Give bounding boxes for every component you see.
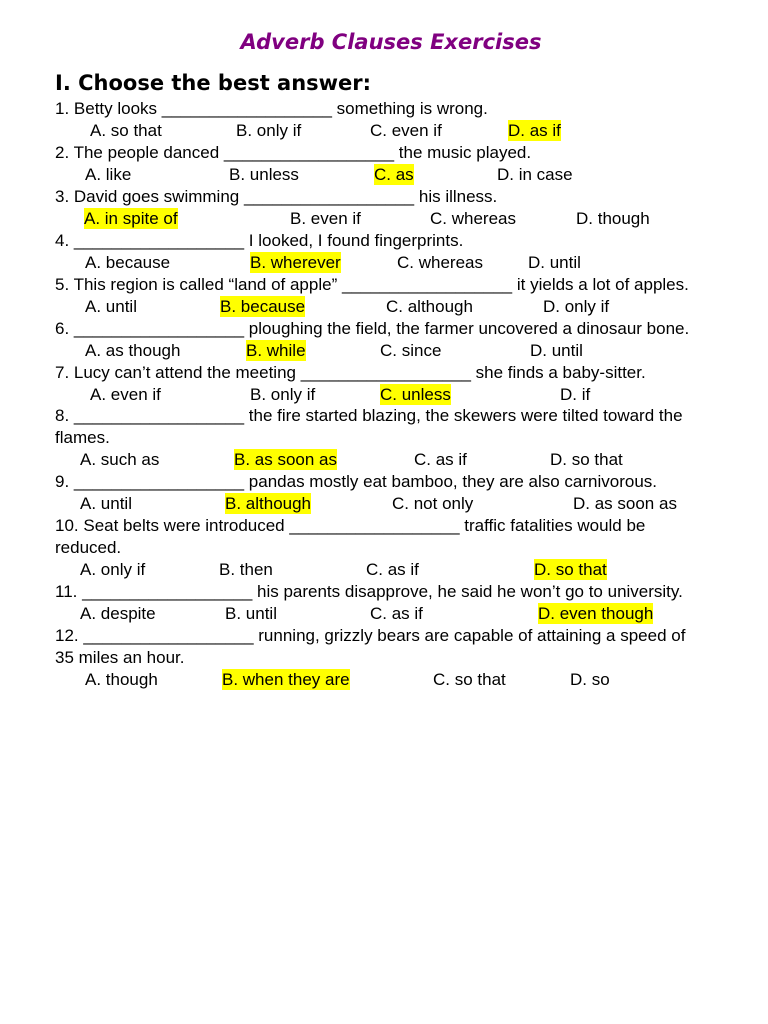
question-12-option-b-answer: B. when they are [222,670,350,689]
question-9-option-a: A. until [80,494,132,513]
question-2-option-b: B. unless [229,165,299,184]
question-6-text: 6. __________________ ploughing the field, the farmer uncovered a dinosaur bone. [55,319,690,338]
question-12-text: 12. __________________ running, grizzly bears are capable of attaining a speed of [55,626,686,645]
question-9-option-c: C. not only [392,494,474,513]
question-10-option-c: C. as if [366,560,419,579]
question-11-option-d-answer: D. even though [538,604,654,623]
question-2-option-c-answer: C. as [374,165,414,184]
section-heading: I. Choose the best answer: [55,71,372,95]
question-4-option-d: D. until [528,253,581,272]
question-6-option-b-answer: B. while [246,341,306,360]
question-12-text-continued: 35 miles an hour. [55,648,185,667]
question-8-option-d: D. so that [550,450,623,469]
question-5-option-c: C. although [386,297,473,316]
question-1-text: 1. Betty looks __________________ something is wrong. [55,99,488,118]
question-8-text-continued: flames. [55,428,110,447]
question-4-option-b-answer: B. wherever [250,253,341,272]
question-4-option-c: C. whereas [397,253,483,272]
question-3-option-a-answer: A. in spite of [84,209,178,228]
question-3-option-d: D. though [576,209,650,228]
question-7-option-b: B. only if [250,385,316,404]
question-5-text: 5. This region is called “land of apple” __________________ it yields a lot of apples. [55,275,689,294]
question-7-option-a: A. even if [90,385,161,404]
question-6-option-a: A. as though [85,341,181,360]
question-7-option-c-answer: C. unless [380,385,451,404]
question-2-text: 2. The people danced __________________ the music played. [55,143,532,162]
question-7-option-d: D. if [560,385,591,404]
question-5-option-d: D. only if [543,297,610,316]
question-9-option-d: D. as soon as [573,494,677,513]
question-5-option-a: A. until [85,297,137,316]
question-1-option-a: A. so that [90,121,162,140]
question-10-text: 10. Seat belts were introduced __________________ traffic fatalities would be [55,516,646,535]
question-10-option-b: B. then [219,560,273,579]
page-title: Adverb Clauses Exercises [240,30,542,54]
question-2-option-a: A. like [85,165,132,184]
question-8-option-c: C. as if [414,450,467,469]
question-8-option-b-answer: B. as soon as [234,450,338,469]
question-6-option-c: C. since [380,341,442,360]
question-12-option-d: D. so [570,670,610,689]
question-1-option-c: C. even if [370,121,442,140]
question-4-option-a: A. because [85,253,171,272]
question-10-option-a: A. only if [80,560,146,579]
question-11-option-a: A. despite [80,604,156,623]
question-3-text: 3. David goes swimming __________________ his illness. [55,187,498,206]
question-12-option-c: C. so that [433,670,506,689]
question-1-option-d-answer: D. as if [508,121,561,140]
question-11-option-b: B. until [225,604,277,623]
question-12-option-a: A. though [85,670,158,689]
question-9-option-b-answer: B. although [225,494,312,513]
question-11-option-c: C. as if [370,604,423,623]
question-4-text: 4. __________________ I looked, I found fingerprints. [55,231,464,250]
question-10-option-d-answer: D. so that [534,560,607,579]
question-5-option-b-answer: B. because [220,297,306,316]
question-10-text-continued: reduced. [55,538,122,557]
question-8-text: 8. __________________ the fire started blazing, the skewers were tilted toward the [55,406,683,425]
question-7-text: 7. Lucy can’t attend the meeting __________________ she finds a baby-sitter. [55,363,646,382]
question-3-option-c: C. whereas [430,209,516,228]
question-1-option-b: B. only if [236,121,302,140]
question-11-text: 11. __________________ his parents disapprove, he said he won’t go to university. [55,582,683,601]
question-8-option-a: A. such as [80,450,160,469]
question-6-option-d: D. until [530,341,583,360]
question-2-option-d: D. in case [497,165,573,184]
question-9-text: 9. __________________ pandas mostly eat bamboo, they are also carnivorous. [55,472,658,491]
question-3-option-b: B. even if [290,209,361,228]
